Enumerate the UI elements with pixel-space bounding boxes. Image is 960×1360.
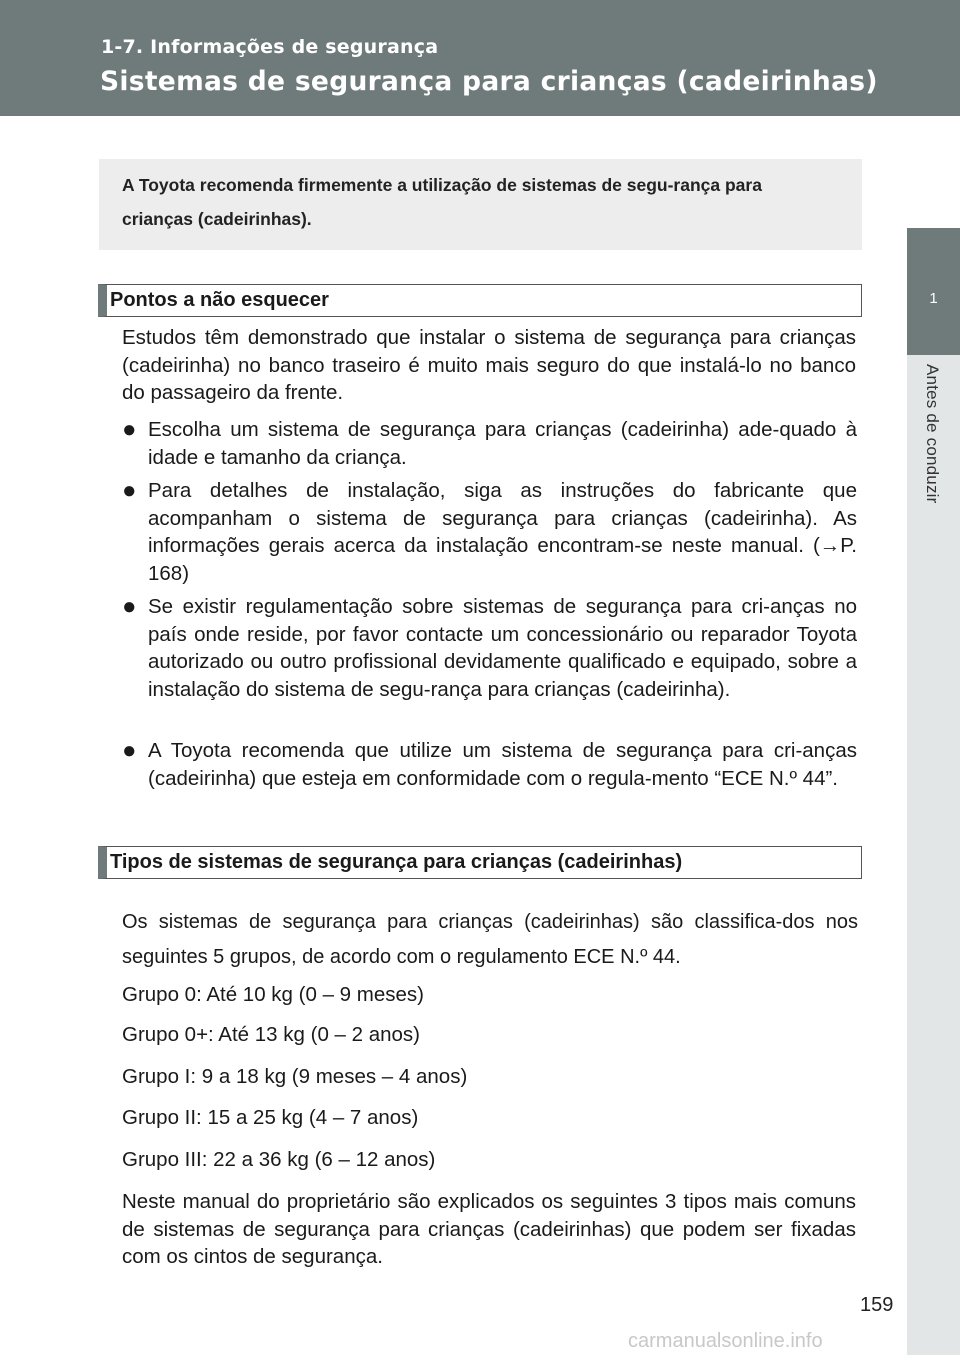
section-label: 1-7. Informações de segurança [101,36,439,58]
section-heading: Tipos de sistemas de segurança para crianças (cadeirinhas) [110,851,683,873]
group-item: Grupo 0: Até 10 kg (0 – 9 meses) [122,983,424,1006]
bullet-icon: ● [122,593,137,620]
paragraph: Neste manual do proprietário são explicados os seguintes 3 tipos mais comuns de sistemas de segurança para crianças (cadeirinhas) que podem ser fixadas com os cintos de segurança. [122,1190,856,1268]
chapter-label: Antes de conduzir [923,364,942,504]
list-item-text: A Toyota recomenda que utilize um sistema de segurança para cri-anças (cadeirinha) que esteja em conformidade com o regula-mento “ECE N.º 44”. [148,739,857,790]
page-title: Sistemas de segurança para crianças (cadeirinhas) [100,66,878,97]
chapter-tab-strip [907,355,960,1355]
list-item-text: Escolha um sistema de segurança para crianças (cadeirinha) ade-quado à idade e tamanho da criança. [148,418,857,469]
chapter-number: 1 [929,290,938,307]
section-heading: Pontos a não esquecer [110,289,329,311]
paragraph: Estudos têm demonstrado que instalar o sistema de segurança para crianças (cadeirinha) no banco traseiro é muito mais seguro do que instalá-lo no banco do passageiro da frente. [122,326,856,404]
list-item-text: Se existir regulamentação sobre sistemas de segurança para cri-anças no país onde reside, por favor contacte um concessionário ou reparador Toyota autorizado ou outro profissional devidamente qualificado e equipado, sobre a instalação do sistema de segu-rança para crianças (cadeirinha). [148,595,857,701]
group-item: Grupo II: 15 a 25 kg (4 – 7 anos) [122,1106,419,1129]
group-item: Grupo I: 9 a 18 kg (9 meses – 4 anos) [122,1065,468,1088]
watermark: carmanualsonline.info [628,1330,823,1352]
bullet-icon: ● [122,737,137,764]
intro-text: A Toyota recomenda firmemente a utilização de sistemas de segu-rança para crianças (cadeirinhas). [122,175,762,229]
bullet-icon: ● [122,416,137,443]
group-item: Grupo 0+: Até 13 kg (0 – 2 anos) [122,1023,421,1046]
paragraph: Os sistemas de segurança para crianças (cadeirinhas) são classifica-dos nos seguintes 5 grupos, de acordo com o regulamento ECE N.º 44. [122,911,858,968]
page-number: 159 [860,1294,894,1316]
group-item: Grupo III: 22 a 36 kg (6 – 12 anos) [122,1148,436,1171]
list-item-text: Para detalhes de instalação, siga as instruções do fabricante que acompanham o sistema de segurança para crianças (cadeirinha). As informações gerais acerca da instalação encontram-se neste manual. (→P. 168) [148,479,857,585]
page-header [0,0,960,116]
bullet-icon: ● [122,477,137,504]
